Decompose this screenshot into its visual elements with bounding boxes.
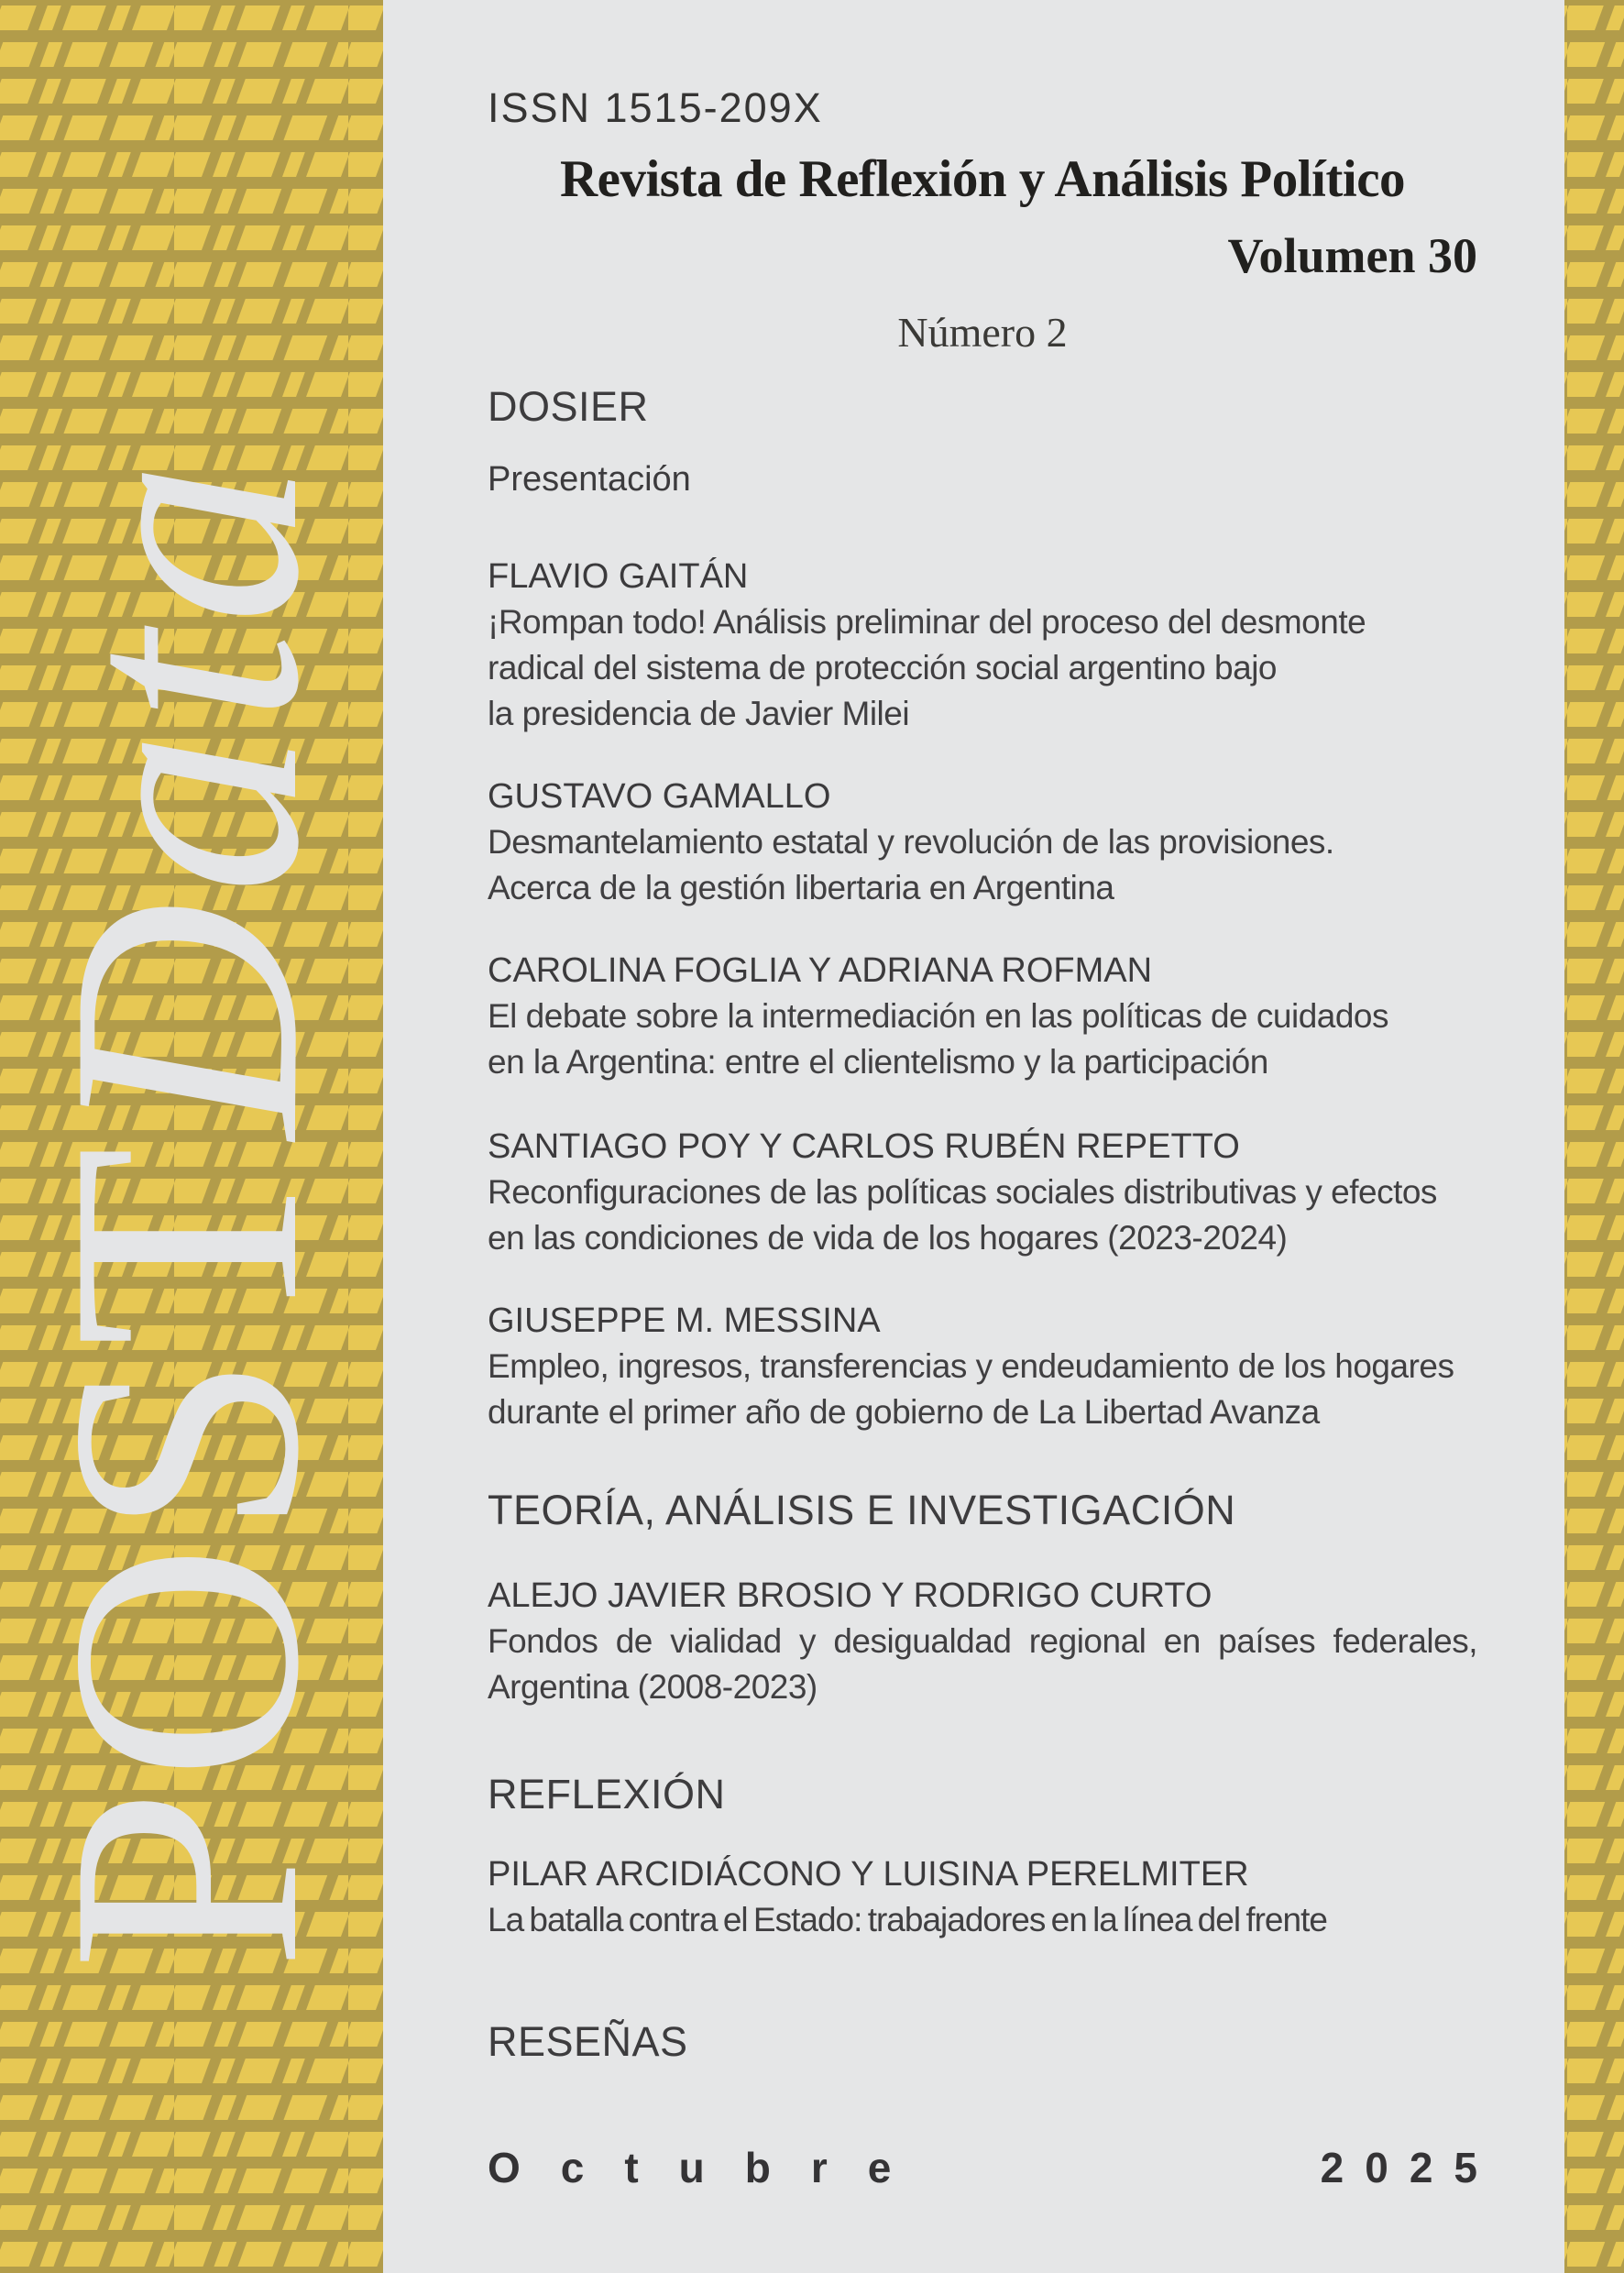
entry-author: ALEJO JAVIER BROSIO Y RODRIGO CURTO: [488, 1576, 1213, 1615]
entry-title-line: en la Argentina: entre el clientelismo y la participación: [488, 1043, 1268, 1081]
postdata-logo-data: Data: [4, 453, 367, 1139]
toc-item-presentacion: Presentación: [488, 460, 691, 499]
entry-title-line: Acerca de la gestión libertaria en Argentina: [488, 869, 1114, 906]
entry-author: GUSTAVO GAMALLO: [488, 777, 831, 816]
toc-entry: [488, 948, 1477, 1085]
footer-month: Octubre: [488, 2144, 932, 2191]
postdata-logo: [4, 453, 367, 1971]
entry-author: CAROLINA FOGLIA Y ADRIANA ROFMAN: [488, 951, 1153, 990]
entry-author: PILAR ARCIDIÁCONO Y LUISINA PERELMITER: [488, 1855, 1249, 1894]
gold-band-right: [1564, 0, 1624, 2273]
entry-title-line: Fondos de vialidad y desigualdad regional en países federales,: [488, 1622, 1477, 1660]
issn-label: ISSN 1515-209X: [488, 84, 823, 131]
section-heading-dosier: DOSIER: [488, 383, 649, 430]
toc-entry: [488, 774, 1477, 911]
entry-author: GIUSEPPE M. MESSINA: [488, 1301, 881, 1340]
journal-title: Revista de Reflexión y Análisis Político: [559, 150, 1406, 208]
entry-author: SANTIAGO POY Y CARLOS RUBÉN REPETTO: [488, 1127, 1240, 1166]
entry-title-line: El debate sobre la intermediación en las políticas de cuidados: [488, 997, 1389, 1035]
toc-entry: [488, 1573, 1477, 1710]
postdata-logo-post: POST: [4, 1138, 367, 1971]
entry-author: FLAVIO GAITÁN: [488, 557, 749, 596]
entry-title-line: radical del sistema de protección social argentino bajo: [488, 649, 1278, 686]
entry-title-line: Reconfiguraciones de las políticas sociales distributivas y efectos: [488, 1173, 1437, 1211]
entry-title-line: durante el primer año de gobierno de La Libertad Avanza: [488, 1393, 1320, 1431]
toc-entry: [488, 1298, 1477, 1435]
cover-footer: [488, 2143, 1498, 2192]
section-heading-resenas: RESEÑAS: [488, 2018, 688, 2065]
entry-title-line: Argentina (2008-2023): [488, 1668, 817, 1706]
toc-entry: [488, 1124, 1477, 1261]
toc-entry: [488, 1851, 1477, 1943]
section-heading-teoria: TEORÍA, ANÁLISIS E INVESTIGACIÓN: [488, 1487, 1236, 1533]
entry-title-line: Desmantelamiento estatal y revolución de las provisiones.: [488, 823, 1334, 861]
entry-title-line: en las condiciones de vida de los hogares (2023-2024): [488, 1219, 1288, 1257]
footer-year: 2025: [1320, 2144, 1498, 2191]
section-heading-reflexion: REFLEXIÓN: [488, 1771, 726, 1817]
volume-label: Volumen 30: [1227, 228, 1477, 283]
entry-title-line: Empleo, ingresos, transferencias y endeudamiento de los hogares: [488, 1347, 1454, 1385]
entry-title-line: la presidencia de Javier Milei: [488, 695, 910, 732]
toc-entry: [488, 554, 1477, 737]
entry-title-line: La batalla contra el Estado: trabajadores en la línea del frente: [488, 1901, 1327, 1938]
entry-title-line: ¡Rompan todo! Análisis preliminar del proceso del desmonte: [488, 603, 1366, 641]
issue-number: Número 2: [897, 309, 1068, 356]
